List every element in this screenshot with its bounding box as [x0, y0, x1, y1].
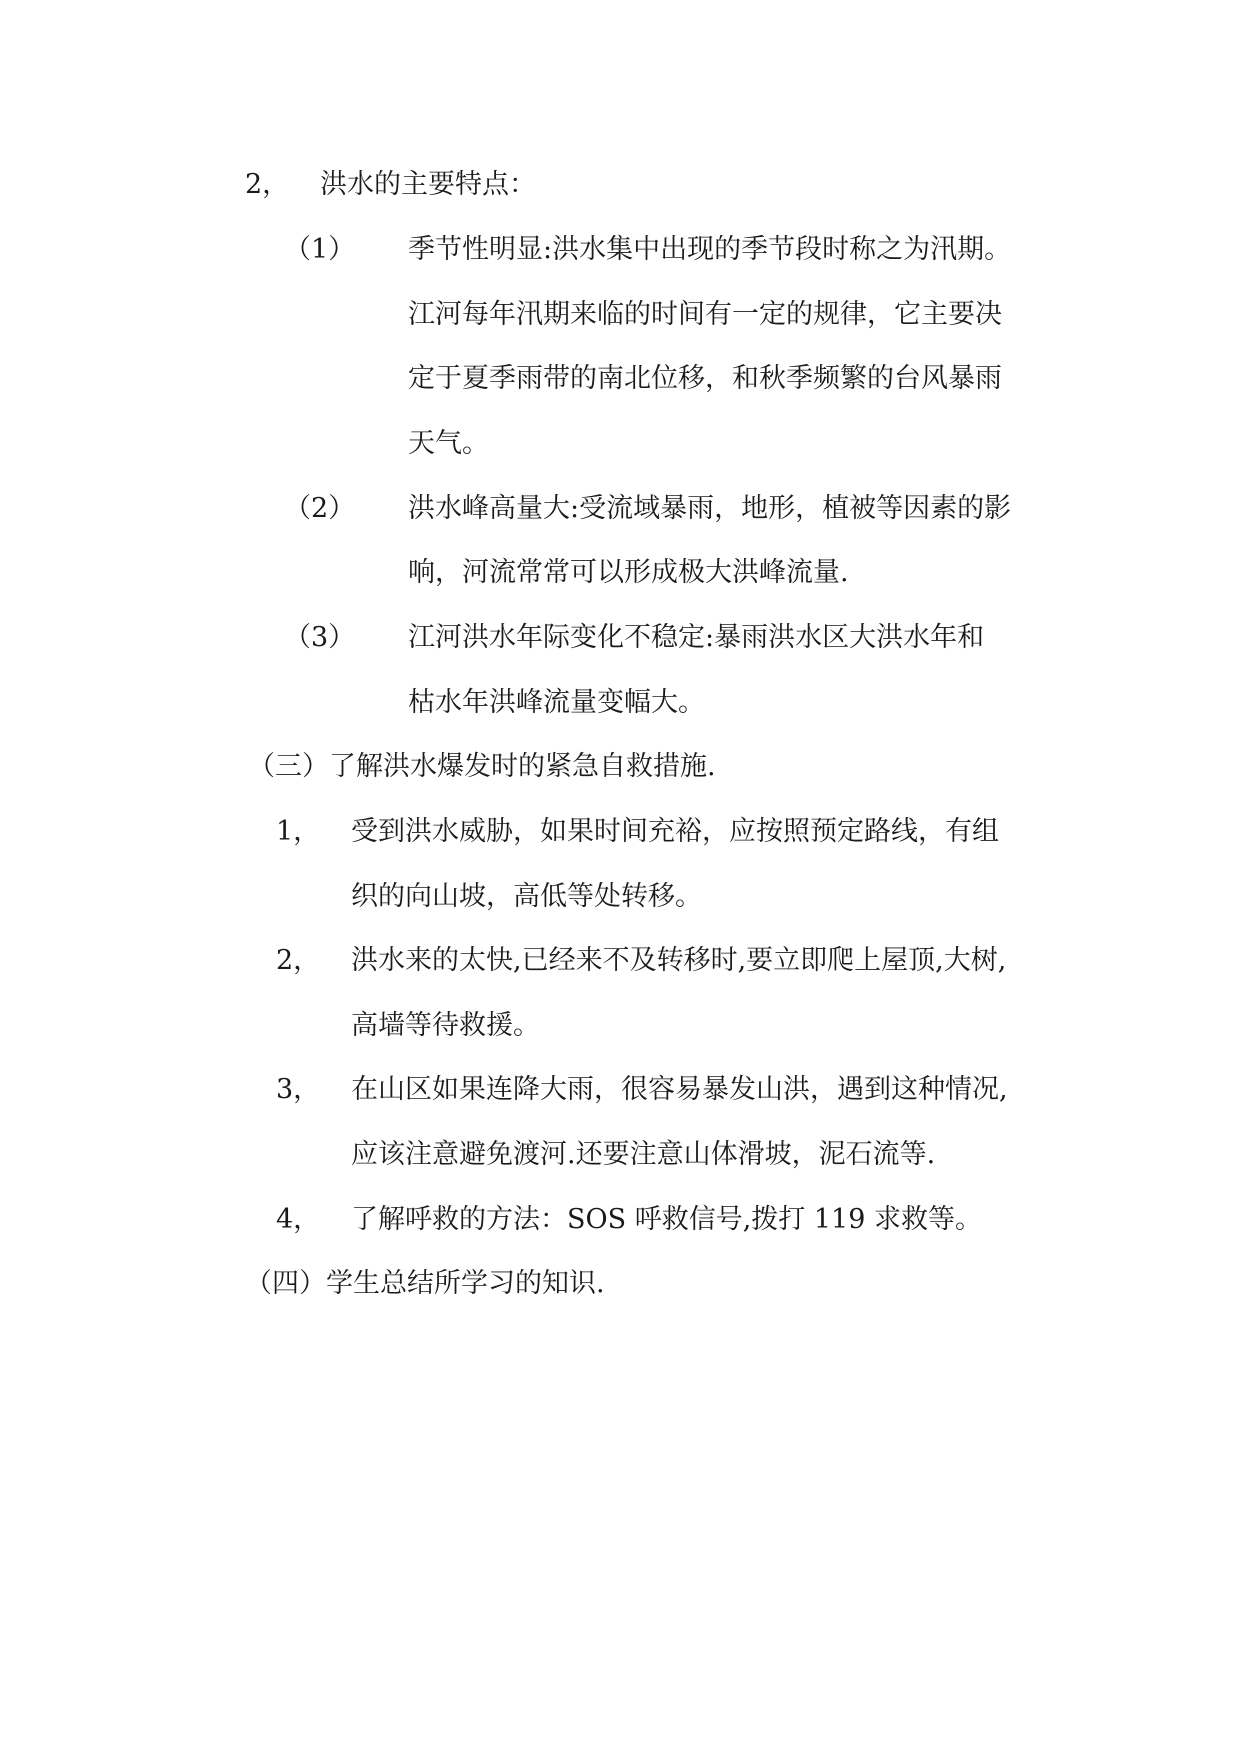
item-number: 1，: [276, 816, 321, 847]
section-number: 2，: [245, 169, 290, 200]
paragraph-line: 洪水来的太快,已经来不及转移时,要立即爬上屋顶,大树,: [351, 945, 1007, 976]
paragraph-line: 洪水峰高量大:受流域暴雨，地形，植被等因素的影: [408, 493, 1012, 524]
section-heading: （三）了解洪水爆发时的紧急自救措施.: [248, 751, 716, 782]
paragraph-line: 江河每年汛期来临的时间有一定的规律，它主要决: [408, 299, 1002, 330]
item-number: 2，: [276, 945, 321, 976]
paragraph-line: 枯水年洪峰流量变幅大。: [408, 687, 705, 718]
paragraph-line: 江河洪水年际变化不稳定:暴雨洪水区大洪水年和: [408, 622, 985, 653]
paragraph-line: 了解呼救的方法：SOS 呼救信号,拨打 119 求救等。: [351, 1204, 982, 1235]
paragraph-line: 织的向山坡，高低等处转移。: [351, 881, 702, 912]
section-heading: 洪水的主要特点：: [320, 169, 536, 200]
paragraph-line: 高墙等待救援。: [351, 1010, 540, 1041]
item-number: （3）: [284, 622, 356, 653]
section-heading: （四）学生总结所学习的知识.: [245, 1268, 605, 1299]
paragraph-line: 受到洪水威胁，如果时间充裕，应按照预定路线，有组: [351, 816, 999, 847]
paragraph-line: 季节性明显:洪水集中出现的季节段时称之为汛期。: [408, 234, 1012, 265]
item-number: 3，: [276, 1074, 321, 1105]
paragraph-line: 应该注意避免渡河.还要注意山体滑坡，泥石流等.: [351, 1139, 936, 1170]
paragraph-line: 定于夏季雨带的南北位移，和秋季频繁的台风暴雨: [408, 363, 1002, 394]
paragraph-line: 响，河流常常可以形成极大洪峰流量.: [408, 557, 849, 588]
item-number: （2）: [284, 493, 356, 524]
paragraph-line: 在山区如果连降大雨，很容易暴发山洪，遇到这种情况,: [351, 1074, 1008, 1105]
paragraph-line: 天气。: [408, 428, 489, 459]
item-number: （1）: [284, 234, 356, 265]
item-number: 4，: [276, 1204, 321, 1235]
